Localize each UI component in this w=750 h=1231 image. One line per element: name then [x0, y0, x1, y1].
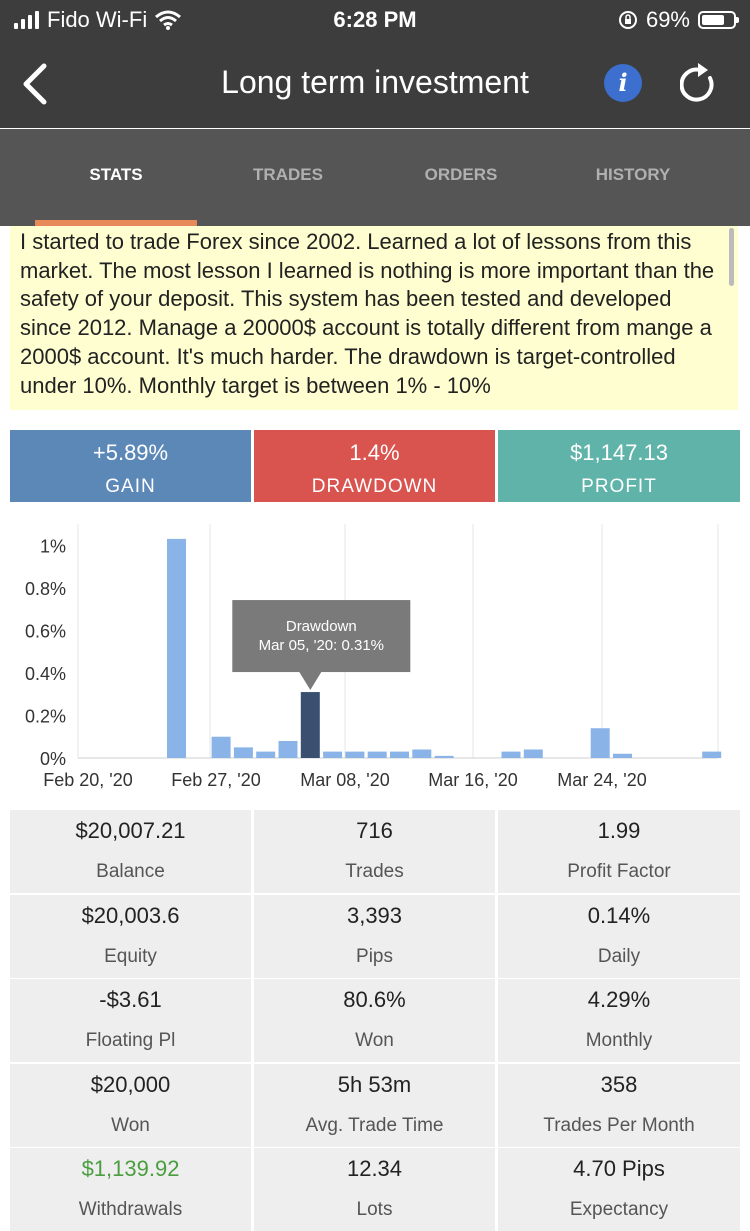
chart-bar: [591, 728, 610, 758]
tab-stats[interactable]: STATS: [89, 165, 143, 184]
stat-avg-trade-time: [254, 1064, 495, 1147]
stat-value: 4.70 Pips: [573, 1156, 665, 1181]
chart-bar: [524, 749, 543, 758]
profit-label: PROFIT: [581, 476, 657, 497]
y-tick-label: 0.8%: [24, 578, 66, 599]
x-tick-label: Mar 24, '20: [557, 770, 647, 790]
stat-lots: [254, 1148, 495, 1231]
stat-label: Trades Per Month: [543, 1114, 695, 1136]
stat-value: 12.34: [346, 1156, 403, 1181]
chart-bar: [368, 752, 387, 758]
stat-equity: [10, 895, 251, 978]
chart-bar: [323, 752, 342, 758]
profit-value: $1,147.13: [570, 440, 668, 465]
chart-tooltip-text: Mar 05, '20: 0.31%: [258, 637, 385, 655]
chart-tooltip: [232, 600, 410, 672]
stat-value: 358: [600, 1071, 638, 1097]
page-title: Long term investment: [221, 64, 529, 100]
status-bar: [0, 0, 750, 40]
y-tick-label: 1%: [39, 536, 66, 557]
tab-trades[interactable]: TRADES: [253, 165, 323, 184]
rotation-lock-icon: [618, 10, 638, 30]
chart-bar: [435, 756, 454, 758]
stat-label: Won: [355, 1030, 394, 1051]
x-tick-label: Feb 27, '20: [171, 770, 261, 790]
profit-box: [498, 430, 740, 502]
chart-bar: [345, 752, 364, 758]
stat-label: Balance: [96, 861, 165, 882]
chart-bar: [167, 539, 186, 758]
stat-label: Daily: [597, 945, 641, 967]
chart-tooltip-pointer: [299, 672, 321, 690]
y-tick-label: 0%: [39, 749, 66, 769]
stat-value: $20,000: [90, 1071, 171, 1097]
stat-label: Won: [111, 1114, 150, 1136]
stat-profit-factor: [498, 810, 740, 893]
stat-label: Lots: [356, 1199, 393, 1220]
system-description[interactable]: I started to trade Forex since 2002. Learned a lot of lessons from this market. The most lesson I learned is nothing is more important than the safety of your deposit. This system has been tested and developed since 2012. Manage a 20000$ account is totally different from mange a 2000$ account. It's much harder. The drawdown is target-controlled under 10%. Monthly target is between 1% - 10%: [10, 226, 738, 410]
refresh-icon[interactable]: [680, 60, 720, 106]
chart-tooltip-title: Drawdown: [285, 618, 357, 636]
stat-trades: [254, 810, 495, 893]
stat-floating-pl: [10, 979, 251, 1062]
stat-daily: [498, 895, 740, 978]
stat-won-amount: [10, 1064, 251, 1147]
chart-bar: [279, 741, 298, 758]
chart-bar: [212, 737, 231, 758]
stat-label: Monthly: [585, 1030, 653, 1051]
gain-box: [10, 430, 251, 502]
tab-history[interactable]: HISTORY: [595, 165, 671, 184]
stat-expectancy: [498, 1148, 740, 1231]
x-tick-label: Mar 16, '20: [428, 770, 518, 790]
battery-icon: [698, 11, 736, 29]
chart-bar: [613, 754, 632, 758]
stat-label: Pips: [356, 945, 393, 967]
stat-pips: [254, 895, 495, 978]
chart-bar: [256, 752, 275, 758]
y-tick-label: 0.2%: [24, 706, 66, 727]
stat-value: 0.14%: [587, 902, 651, 928]
stat-value: 3,393: [346, 902, 403, 928]
stat-label: Equity: [104, 945, 157, 967]
stat-label: Profit Factor: [567, 861, 671, 882]
stat-value: -$3.61: [99, 987, 162, 1012]
stat-label: Floating Pl: [85, 1030, 176, 1051]
chart-bar: [702, 752, 721, 758]
app-header: [0, 40, 750, 128]
clock: 6:28 PM: [333, 7, 417, 32]
chart-bar: [412, 749, 431, 758]
x-tick-label: Mar 08, '20: [300, 770, 390, 790]
drawdown-label: DRAWDOWN: [311, 476, 438, 497]
stat-value: $20,003.6: [81, 902, 180, 928]
chart-bar: [390, 752, 409, 758]
stat-value: 80.6%: [343, 987, 406, 1012]
stat-value: 5h 53m: [337, 1071, 412, 1097]
stat-value: $20,007.21: [75, 818, 186, 843]
stat-value: 716: [356, 818, 393, 843]
info-icon[interactable]: i: [604, 64, 642, 102]
chart-bar-highlighted: [301, 692, 320, 758]
drawdown-value: 1.4%: [349, 440, 400, 465]
battery-percent: 69%: [645, 7, 690, 32]
stat-won: [254, 979, 495, 1062]
tab-bar: [0, 129, 750, 226]
tab-orders[interactable]: ORDERS: [424, 165, 498, 184]
stat-label: Avg. Trade Time: [305, 1114, 444, 1136]
stat-label: Expectancy: [569, 1199, 669, 1220]
carrier-label: Fido Wi-Fi: [47, 7, 148, 32]
description-scrollbar[interactable]: [729, 228, 734, 286]
chart-bar: [234, 747, 253, 758]
stat-label: Trades: [345, 861, 404, 882]
chart-bar: [502, 752, 521, 758]
stat-value: 4.29%: [587, 987, 651, 1012]
stat-label: Withdrawals: [78, 1199, 183, 1220]
y-tick-label: 0.6%: [24, 621, 66, 642]
stat-monthly: [498, 979, 740, 1062]
stat-balance: [10, 810, 251, 893]
y-tick-label: 0.4%: [24, 663, 66, 684]
drawdown-chart[interactable]: [10, 516, 740, 792]
x-tick-label: Feb 20, '20: [43, 770, 133, 790]
gain-value: +5.89%: [92, 440, 169, 465]
gain-label: GAIN: [105, 476, 156, 497]
stat-value: $1,139.92: [81, 1156, 180, 1181]
drawdown-box: [254, 430, 495, 502]
stat-withdrawals: [10, 1148, 251, 1231]
stat-trades-per-month: [498, 1064, 740, 1147]
stat-value: 1.99: [597, 818, 641, 843]
